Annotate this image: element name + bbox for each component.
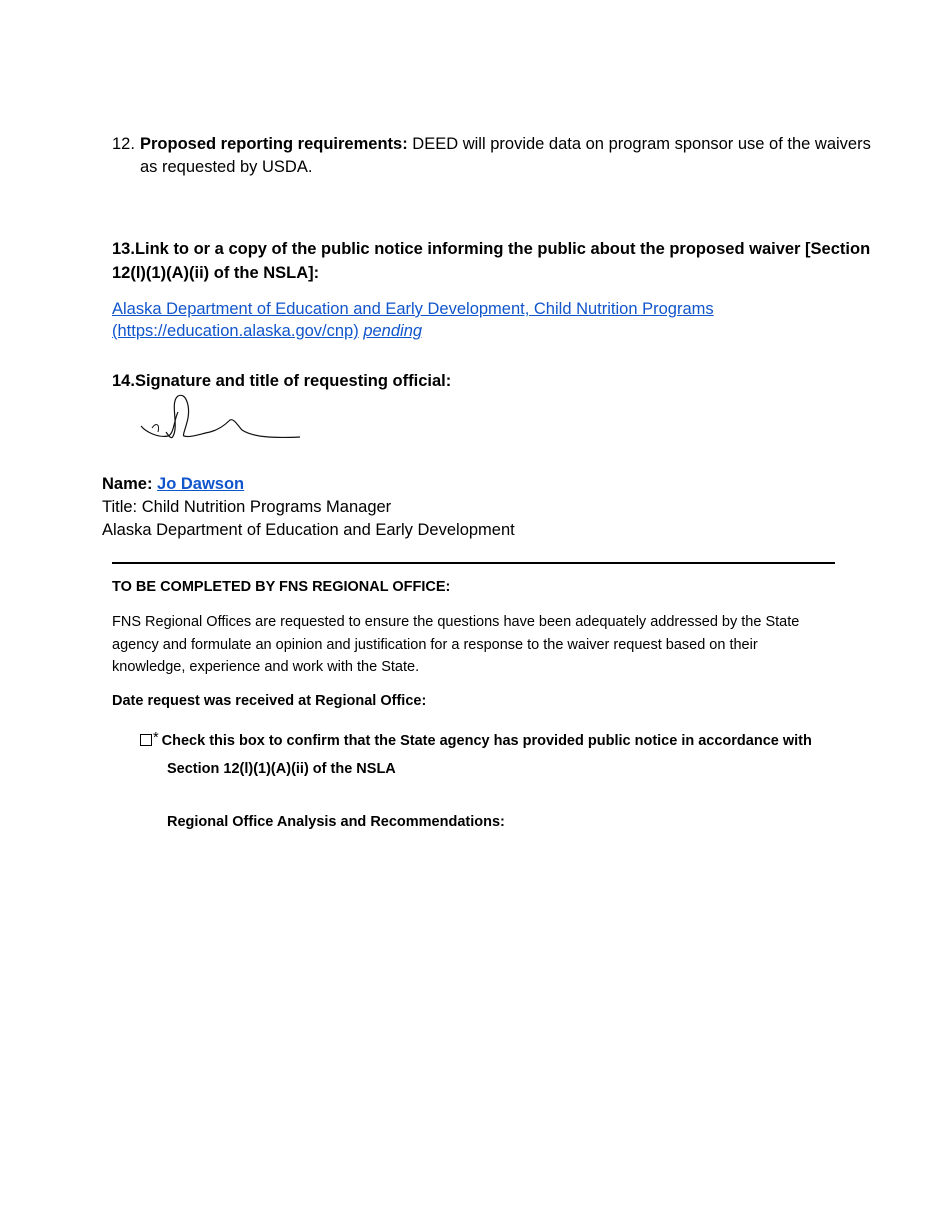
fns-paragraph: FNS Regional Offices are requested to ensure the questions have been adequately addressed by the State agency and formulate an opinion and justification for a response to the waiver request based on their knowledge, experience and work with the State.	[112, 614, 800, 675]
public-notice-links	[112, 298, 812, 342]
item-number: 12.	[112, 135, 135, 153]
fns-heading: TO BE COMPLETED BY FNS REGIONAL OFFICE:	[112, 579, 451, 595]
item-body: DEED will provide data on program sponsor use of the waivers as requested by USDA.	[140, 135, 871, 176]
item-number: 14.	[112, 372, 135, 390]
name-label: Name:	[102, 475, 153, 493]
analysis-label: Regional Office Analysis and Recommendations:	[167, 814, 505, 830]
official-block	[102, 473, 515, 542]
checkbox-label-continued: Section 12(l)(1)(A)(ii) of the NSLA	[167, 761, 396, 777]
signature-image	[138, 392, 308, 450]
official-title: Title: Child Nutrition Programs Manager	[102, 498, 392, 516]
public-notice-checkbox-row	[140, 728, 812, 751]
item-label: Proposed reporting requirements:	[140, 135, 408, 153]
url-link[interactable]: (https://education.alaska.gov/cnp)	[112, 322, 359, 340]
status-text: pending	[363, 322, 423, 340]
required-asterisk: *	[153, 730, 159, 746]
checkbox-label: Check this box to confirm that the State agency has provided public notice in accordance with	[161, 733, 812, 749]
item-12	[112, 133, 892, 179]
item-13	[112, 237, 872, 285]
name-line	[102, 473, 515, 496]
item-text	[140, 133, 892, 179]
item-14	[112, 370, 451, 393]
section-divider	[112, 562, 835, 564]
official-name-link[interactable]: Jo Dawson	[157, 475, 245, 493]
public-notice-checkbox[interactable]	[140, 734, 152, 746]
official-organization: Alaska Department of Education and Early Development	[102, 521, 515, 539]
item-number: 13.	[112, 240, 135, 258]
date-received-label: Date request was received at Regional Office:	[112, 693, 427, 709]
item-label: Signature and title of requesting official:	[134, 372, 452, 390]
item-label: Link to or a copy of the public notice informing the public about the proposed waiver [Section 12(l)(1)(A)(ii) of the NSLA]:	[112, 240, 871, 282]
agency-link[interactable]: Alaska Department of Education and Early Development, Child Nutrition Programs	[112, 300, 714, 318]
